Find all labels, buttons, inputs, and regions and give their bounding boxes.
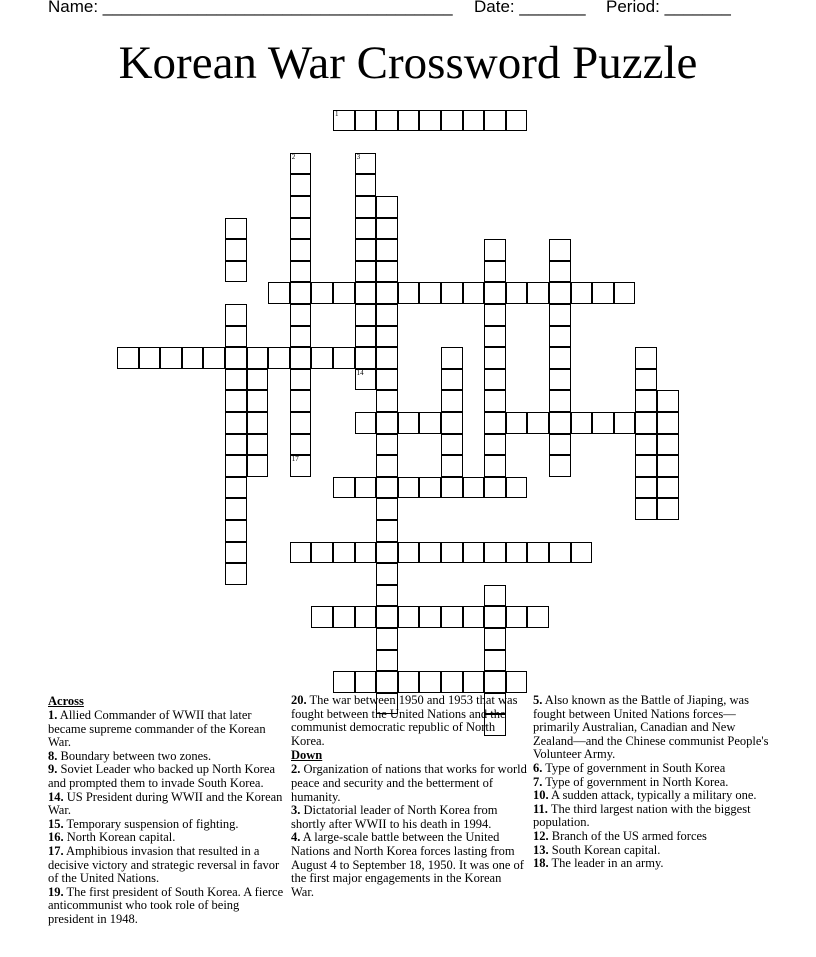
crossword-cell[interactable] bbox=[441, 434, 463, 456]
crossword-cell[interactable] bbox=[355, 326, 377, 348]
crossword-cell[interactable] bbox=[225, 261, 247, 283]
crossword-cell[interactable] bbox=[506, 606, 528, 628]
crossword-cell[interactable] bbox=[549, 369, 571, 391]
crossword-cell[interactable] bbox=[484, 650, 506, 672]
crossword-cell[interactable] bbox=[268, 282, 290, 304]
crossword-cell[interactable] bbox=[160, 347, 182, 369]
clue-item-number: 1. bbox=[48, 708, 58, 722]
crossword-cell[interactable] bbox=[549, 434, 571, 456]
crossword-cell[interactable] bbox=[376, 585, 398, 607]
crossword-cell[interactable] bbox=[614, 282, 636, 304]
crossword-cell[interactable] bbox=[463, 606, 485, 628]
clue-item-number: 12. bbox=[533, 828, 549, 843]
crossword-cell[interactable] bbox=[527, 412, 549, 434]
crossword-cell[interactable] bbox=[117, 347, 139, 369]
clue-item-text: Boundary between two zones. bbox=[57, 748, 212, 763]
crossword-cell[interactable] bbox=[441, 347, 463, 369]
crossword-cell[interactable] bbox=[225, 520, 247, 542]
clue-item-text: South Korean capital. bbox=[548, 842, 661, 857]
crossword-cell[interactable] bbox=[355, 218, 377, 240]
crossword-cell[interactable] bbox=[225, 304, 247, 326]
clue-item bbox=[533, 803, 769, 830]
crossword-cell[interactable] bbox=[484, 110, 506, 132]
clue-number: 1 bbox=[335, 109, 339, 118]
crossword-cell[interactable] bbox=[484, 542, 506, 564]
clue-item-text: The first president of South Korea. A fierce anticommunist who took role of being president in 1948. bbox=[48, 884, 284, 926]
crossword-cell[interactable] bbox=[571, 412, 593, 434]
crossword-cell[interactable] bbox=[463, 477, 485, 499]
crossword-cell[interactable] bbox=[635, 390, 657, 412]
crossword-cell[interactable] bbox=[376, 196, 398, 218]
crossword-cell[interactable] bbox=[247, 412, 269, 434]
puzzle-title: Korean War Crossword Puzzle bbox=[118, 37, 698, 89]
crossword-cell[interactable] bbox=[484, 606, 506, 628]
clue-item-number: 18. bbox=[533, 856, 549, 871]
crossword-cell[interactable] bbox=[419, 412, 441, 434]
crossword-cell[interactable] bbox=[355, 110, 377, 132]
crossword-cell[interactable] bbox=[506, 671, 528, 693]
crossword-cell[interactable] bbox=[376, 239, 398, 261]
clue-item-number: 14. bbox=[48, 789, 64, 804]
clues-column-2 bbox=[291, 694, 527, 899]
crossword-cell[interactable] bbox=[635, 412, 657, 434]
crossword-cell[interactable] bbox=[398, 671, 420, 693]
crossword-cell[interactable] bbox=[182, 347, 204, 369]
crossword-cell[interactable] bbox=[333, 282, 355, 304]
clue-item bbox=[48, 791, 284, 818]
crossword-cell[interactable] bbox=[484, 585, 506, 607]
clue-item-text: Type of government in South Korea bbox=[542, 760, 726, 775]
clue-item bbox=[291, 763, 527, 804]
crossword-cell[interactable] bbox=[290, 153, 312, 175]
crossword-cell[interactable] bbox=[376, 563, 398, 585]
crossword-cell[interactable] bbox=[549, 326, 571, 348]
crossword-cell[interactable] bbox=[549, 455, 571, 477]
clue-item bbox=[533, 694, 769, 762]
crossword-cell[interactable] bbox=[290, 412, 312, 434]
clue-item bbox=[533, 830, 769, 844]
crossword-cell[interactable] bbox=[290, 196, 312, 218]
crossword-cell[interactable] bbox=[376, 650, 398, 672]
crossword-cell[interactable] bbox=[657, 412, 679, 434]
crossword-cell[interactable] bbox=[506, 282, 528, 304]
clue-item bbox=[48, 831, 284, 845]
crossword-cell[interactable] bbox=[333, 671, 355, 693]
clue-item-number: 5. bbox=[533, 693, 543, 707]
crossword-cell[interactable] bbox=[225, 390, 247, 412]
clue-item-text: The third largest nation with the biggest population. bbox=[533, 801, 751, 830]
crossword-cell[interactable] bbox=[333, 347, 355, 369]
crossword-cell[interactable] bbox=[398, 606, 420, 628]
clue-item-number: 16. bbox=[48, 830, 64, 845]
crossword-cell[interactable] bbox=[549, 412, 571, 434]
crossword-cell[interactable] bbox=[355, 282, 377, 304]
clue-number: 3 bbox=[356, 152, 361, 161]
crossword-cell[interactable] bbox=[333, 110, 355, 132]
across-heading: Across bbox=[48, 694, 84, 708]
crossword-cell[interactable] bbox=[355, 153, 377, 175]
clue-item-text: US President during WWII and the Korean War. bbox=[48, 789, 283, 818]
across-clue-list-continued bbox=[291, 694, 527, 748]
crossword-cell[interactable] bbox=[376, 455, 398, 477]
crossword-cell[interactable] bbox=[290, 174, 312, 196]
crossword-cell[interactable] bbox=[376, 412, 398, 434]
crossword-cell[interactable] bbox=[398, 412, 420, 434]
crossword-cell[interactable] bbox=[376, 390, 398, 412]
crossword-cell[interactable] bbox=[225, 563, 247, 585]
crossword-cell[interactable] bbox=[333, 477, 355, 499]
crossword-cell[interactable] bbox=[355, 477, 377, 499]
crossword-cell[interactable] bbox=[527, 542, 549, 564]
clue-item-text: North Korean capital. bbox=[63, 830, 176, 845]
crossword-cell[interactable] bbox=[376, 628, 398, 650]
crossword-cell[interactable] bbox=[549, 261, 571, 283]
clue-item-text: Amphibious invasion that resulted in a decisive victory and strategic reversal in favor of the United Nations. bbox=[48, 843, 280, 886]
crossword-cell[interactable] bbox=[484, 261, 506, 283]
crossword-cell[interactable] bbox=[484, 326, 506, 348]
clue-item bbox=[48, 886, 284, 927]
clue-item bbox=[291, 831, 527, 899]
crossword-cell[interactable] bbox=[441, 542, 463, 564]
crossword-cell[interactable] bbox=[355, 261, 377, 283]
clue-item-number: 13. bbox=[533, 842, 549, 857]
clue-item bbox=[533, 844, 769, 858]
crossword-cell[interactable] bbox=[441, 477, 463, 499]
clue-item-number: 6. bbox=[533, 760, 543, 775]
clue-item-number: 19. bbox=[48, 884, 64, 899]
crossword-cell[interactable] bbox=[506, 542, 528, 564]
across-clue-list bbox=[48, 709, 284, 927]
clue-item-number: 2. bbox=[291, 762, 301, 777]
crossword-cell[interactable] bbox=[441, 606, 463, 628]
crossword-cell[interactable] bbox=[290, 542, 312, 564]
clue-number: 14 bbox=[356, 368, 364, 377]
crossword-cell[interactable] bbox=[355, 671, 377, 693]
crossword-cell[interactable] bbox=[376, 326, 398, 348]
clue-item bbox=[533, 762, 769, 776]
clue-item-text: Branch of the US armed forces bbox=[548, 828, 707, 843]
clue-item bbox=[48, 750, 284, 764]
crossword-cell[interactable] bbox=[506, 477, 528, 499]
clue-item bbox=[533, 789, 769, 803]
clue-item bbox=[48, 845, 284, 886]
crossword-cell[interactable] bbox=[247, 347, 269, 369]
crossword-cell[interactable] bbox=[225, 218, 247, 240]
down-clue-list bbox=[291, 763, 527, 899]
crossword-cell[interactable] bbox=[376, 369, 398, 391]
crossword-cell[interactable] bbox=[376, 542, 398, 564]
crossword-cell[interactable] bbox=[355, 347, 377, 369]
crossword-cell[interactable] bbox=[247, 434, 269, 456]
crossword-cell[interactable] bbox=[571, 542, 593, 564]
crossword-cell[interactable] bbox=[635, 369, 657, 391]
clue-item-text: Allied Commander of WWII that later became supreme commander of the Korean War. bbox=[48, 708, 266, 750]
crossword-cell[interactable] bbox=[549, 542, 571, 564]
crossword-cell[interactable] bbox=[484, 282, 506, 304]
crossword-cell[interactable] bbox=[139, 347, 161, 369]
clue-item-number: 7. bbox=[533, 774, 543, 789]
crossword-cell[interactable] bbox=[419, 606, 441, 628]
crossword-cell[interactable] bbox=[484, 369, 506, 391]
crossword-cell[interactable] bbox=[441, 390, 463, 412]
clue-number: 17 bbox=[291, 455, 299, 464]
crossword-cell[interactable] bbox=[463, 282, 485, 304]
crossword-cell[interactable] bbox=[355, 412, 377, 434]
crossword-cell[interactable] bbox=[355, 174, 377, 196]
crossword-cell[interactable] bbox=[635, 434, 657, 456]
crossword-cell[interactable] bbox=[290, 261, 312, 283]
crossword-cell[interactable] bbox=[549, 390, 571, 412]
crossword-cell[interactable] bbox=[549, 347, 571, 369]
clue-item-number: 15. bbox=[48, 816, 64, 831]
crossword-cell[interactable] bbox=[290, 304, 312, 326]
crossword-cell[interactable] bbox=[398, 477, 420, 499]
crossword-cell[interactable] bbox=[355, 196, 377, 218]
clue-item-text: The leader in an army. bbox=[548, 856, 664, 871]
crossword-cell[interactable] bbox=[506, 412, 528, 434]
crossword-cell[interactable] bbox=[311, 542, 333, 564]
crossword-cell[interactable] bbox=[484, 671, 506, 693]
crossword-cell[interactable] bbox=[290, 239, 312, 261]
down-heading: Down bbox=[291, 748, 323, 763]
crossword-cell[interactable] bbox=[355, 304, 377, 326]
crossword-cell[interactable] bbox=[657, 434, 679, 456]
crossword-cell[interactable] bbox=[657, 477, 679, 499]
crossword-cell[interactable] bbox=[225, 239, 247, 261]
crossword-cell[interactable] bbox=[225, 369, 247, 391]
crossword-cell[interactable] bbox=[311, 606, 333, 628]
crossword-cell[interactable] bbox=[355, 606, 377, 628]
clue-item bbox=[48, 763, 284, 790]
crossword-cell[interactable] bbox=[484, 628, 506, 650]
crossword-cell[interactable] bbox=[290, 390, 312, 412]
crossword-cell[interactable] bbox=[376, 520, 398, 542]
clue-item-text: A large-scale battle between the United Nations and North Korea forces lasting from August 4 to September 18, 1950. It was one of the first major engagements in the Korean War. bbox=[291, 830, 524, 899]
clue-item-text: Soviet Leader who backed up North Korea and prompted them to invade South Korea. bbox=[48, 762, 276, 790]
crossword-cell[interactable] bbox=[225, 542, 247, 564]
crossword-cell[interactable] bbox=[311, 282, 333, 304]
crossword-cell[interactable] bbox=[225, 455, 247, 477]
crossword-cell[interactable] bbox=[376, 261, 398, 283]
clue-item-number: 9. bbox=[48, 762, 58, 777]
crossword-cell[interactable] bbox=[614, 412, 636, 434]
crossword-cell[interactable] bbox=[268, 347, 290, 369]
crossword-cell[interactable] bbox=[398, 110, 420, 132]
clue-item-text: Type of government in North Korea. bbox=[542, 774, 729, 789]
crossword-cell[interactable] bbox=[355, 542, 377, 564]
clue-item-text: Also known as the Battle of Jiaping, was fought between United Nations forces—primarily Australian, Canadian and New Zealand—and the Chinese communist People's Volunteer Army. bbox=[533, 693, 769, 762]
crossword-cell[interactable] bbox=[290, 434, 312, 456]
clue-item-text: A sudden attack, typically a military one. bbox=[548, 788, 757, 803]
clue-item bbox=[533, 776, 769, 790]
clue-item-text: Temporary suspension of fighting. bbox=[63, 816, 239, 831]
crossword-cell[interactable] bbox=[225, 477, 247, 499]
crossword-cell[interactable] bbox=[398, 542, 420, 564]
crossword-cell[interactable] bbox=[225, 412, 247, 434]
crossword-cell[interactable] bbox=[333, 606, 355, 628]
crossword-cell[interactable] bbox=[247, 369, 269, 391]
crossword-cell[interactable] bbox=[333, 542, 355, 564]
crossword-cell[interactable] bbox=[419, 671, 441, 693]
clue-item-number: 20. bbox=[291, 693, 307, 707]
crossword-cell[interactable] bbox=[290, 347, 312, 369]
period-field-label: Period: _______ bbox=[606, 0, 731, 16]
crossword-cell[interactable] bbox=[549, 239, 571, 261]
crossword-cell[interactable] bbox=[441, 369, 463, 391]
clue-item bbox=[48, 709, 284, 750]
crossword-cell[interactable] bbox=[419, 110, 441, 132]
clue-item-text: Dictatorial leader of North Korea from shortly after WWII to his death in 1994. bbox=[291, 803, 498, 831]
crossword-cell[interactable] bbox=[290, 282, 312, 304]
clue-item bbox=[291, 694, 527, 748]
crossword-cell[interactable] bbox=[225, 347, 247, 369]
crossword-cell[interactable] bbox=[376, 110, 398, 132]
crossword-cell[interactable] bbox=[290, 218, 312, 240]
crossword-cell[interactable] bbox=[484, 304, 506, 326]
crossword-cell[interactable] bbox=[290, 369, 312, 391]
crossword-cell[interactable] bbox=[376, 347, 398, 369]
clue-item-number: 8. bbox=[48, 748, 58, 763]
clue-item-number: 17. bbox=[48, 843, 64, 858]
crossword-cell[interactable] bbox=[527, 282, 549, 304]
crossword-cell[interactable] bbox=[247, 390, 269, 412]
clue-item-number: 3. bbox=[291, 803, 301, 818]
clue-item bbox=[48, 818, 284, 832]
crossword-cell[interactable] bbox=[635, 455, 657, 477]
crossword-cell[interactable] bbox=[484, 477, 506, 499]
clue-item bbox=[291, 804, 527, 831]
crossword-cell[interactable] bbox=[376, 434, 398, 456]
crossword-cell[interactable] bbox=[441, 110, 463, 132]
clue-item-number: 11. bbox=[533, 801, 548, 816]
crossword-cell[interactable] bbox=[592, 412, 614, 434]
crossword-cell[interactable] bbox=[376, 218, 398, 240]
crossword-cell[interactable] bbox=[657, 390, 679, 412]
crossword-cell[interactable] bbox=[419, 542, 441, 564]
crossword-cell[interactable] bbox=[398, 282, 420, 304]
crossword-cell[interactable] bbox=[527, 606, 549, 628]
clue-item-text: The war between 1950 and 1953 that was fought between the United Nations and the communist democratic republic of North Korea. bbox=[291, 693, 518, 748]
crossword-cell[interactable] bbox=[376, 304, 398, 326]
crossword-cell[interactable] bbox=[441, 671, 463, 693]
crossword-cell[interactable] bbox=[376, 477, 398, 499]
crossword-cell[interactable] bbox=[635, 498, 657, 520]
crossword-cell[interactable] bbox=[247, 455, 269, 477]
crossword-cell[interactable] bbox=[355, 369, 377, 391]
crossword-cell[interactable] bbox=[225, 326, 247, 348]
crossword-cell[interactable] bbox=[463, 542, 485, 564]
clues-column-3 bbox=[533, 694, 769, 871]
crossword-cell[interactable] bbox=[506, 110, 528, 132]
crossword-cell[interactable] bbox=[592, 282, 614, 304]
clue-number: 2 bbox=[291, 152, 296, 161]
crossword-cell[interactable] bbox=[376, 498, 398, 520]
crossword-cell[interactable] bbox=[635, 347, 657, 369]
crossword-cell[interactable] bbox=[441, 412, 463, 434]
crossword-cell[interactable] bbox=[376, 606, 398, 628]
crossword-cell[interactable] bbox=[657, 498, 679, 520]
crossword-cell[interactable] bbox=[225, 498, 247, 520]
crossword-cell[interactable] bbox=[376, 282, 398, 304]
crossword-cell[interactable] bbox=[203, 347, 225, 369]
down-clue-list-continued bbox=[533, 694, 769, 871]
crossword-cell[interactable] bbox=[549, 282, 571, 304]
crossword-cell[interactable] bbox=[441, 282, 463, 304]
clue-item-text: Organization of nations that works for world peace and security and the betterment of humanity. bbox=[291, 762, 527, 804]
clue-item bbox=[533, 857, 769, 871]
crossword-cell[interactable] bbox=[463, 671, 485, 693]
crossword-cell[interactable] bbox=[355, 239, 377, 261]
crossword-cell[interactable] bbox=[290, 455, 312, 477]
crossword-cell[interactable] bbox=[419, 282, 441, 304]
crossword-cell[interactable] bbox=[571, 282, 593, 304]
clue-item-number: 10. bbox=[533, 788, 549, 803]
crossword-cell[interactable] bbox=[635, 477, 657, 499]
crossword-cell[interactable] bbox=[311, 347, 333, 369]
crossword-cell[interactable] bbox=[484, 455, 506, 477]
crossword-cell[interactable] bbox=[657, 455, 679, 477]
crossword-cell[interactable] bbox=[549, 304, 571, 326]
crossword-cell[interactable] bbox=[441, 455, 463, 477]
crossword-cell[interactable] bbox=[419, 477, 441, 499]
crossword-cell[interactable] bbox=[290, 326, 312, 348]
crossword-cell[interactable] bbox=[484, 347, 506, 369]
crossword-cell[interactable] bbox=[484, 434, 506, 456]
name-field-label: Name: _____________________________________ bbox=[48, 0, 453, 16]
crossword-cell[interactable] bbox=[484, 412, 506, 434]
date-field-label: Date: _______ bbox=[474, 0, 586, 16]
crossword-cell[interactable] bbox=[463, 110, 485, 132]
clues-column-1 bbox=[48, 694, 284, 927]
crossword-cell[interactable] bbox=[484, 390, 506, 412]
crossword-cell[interactable] bbox=[376, 671, 398, 693]
clue-item-number: 4. bbox=[291, 830, 301, 845]
crossword-cell[interactable] bbox=[484, 239, 506, 261]
crossword-cell[interactable] bbox=[225, 434, 247, 456]
